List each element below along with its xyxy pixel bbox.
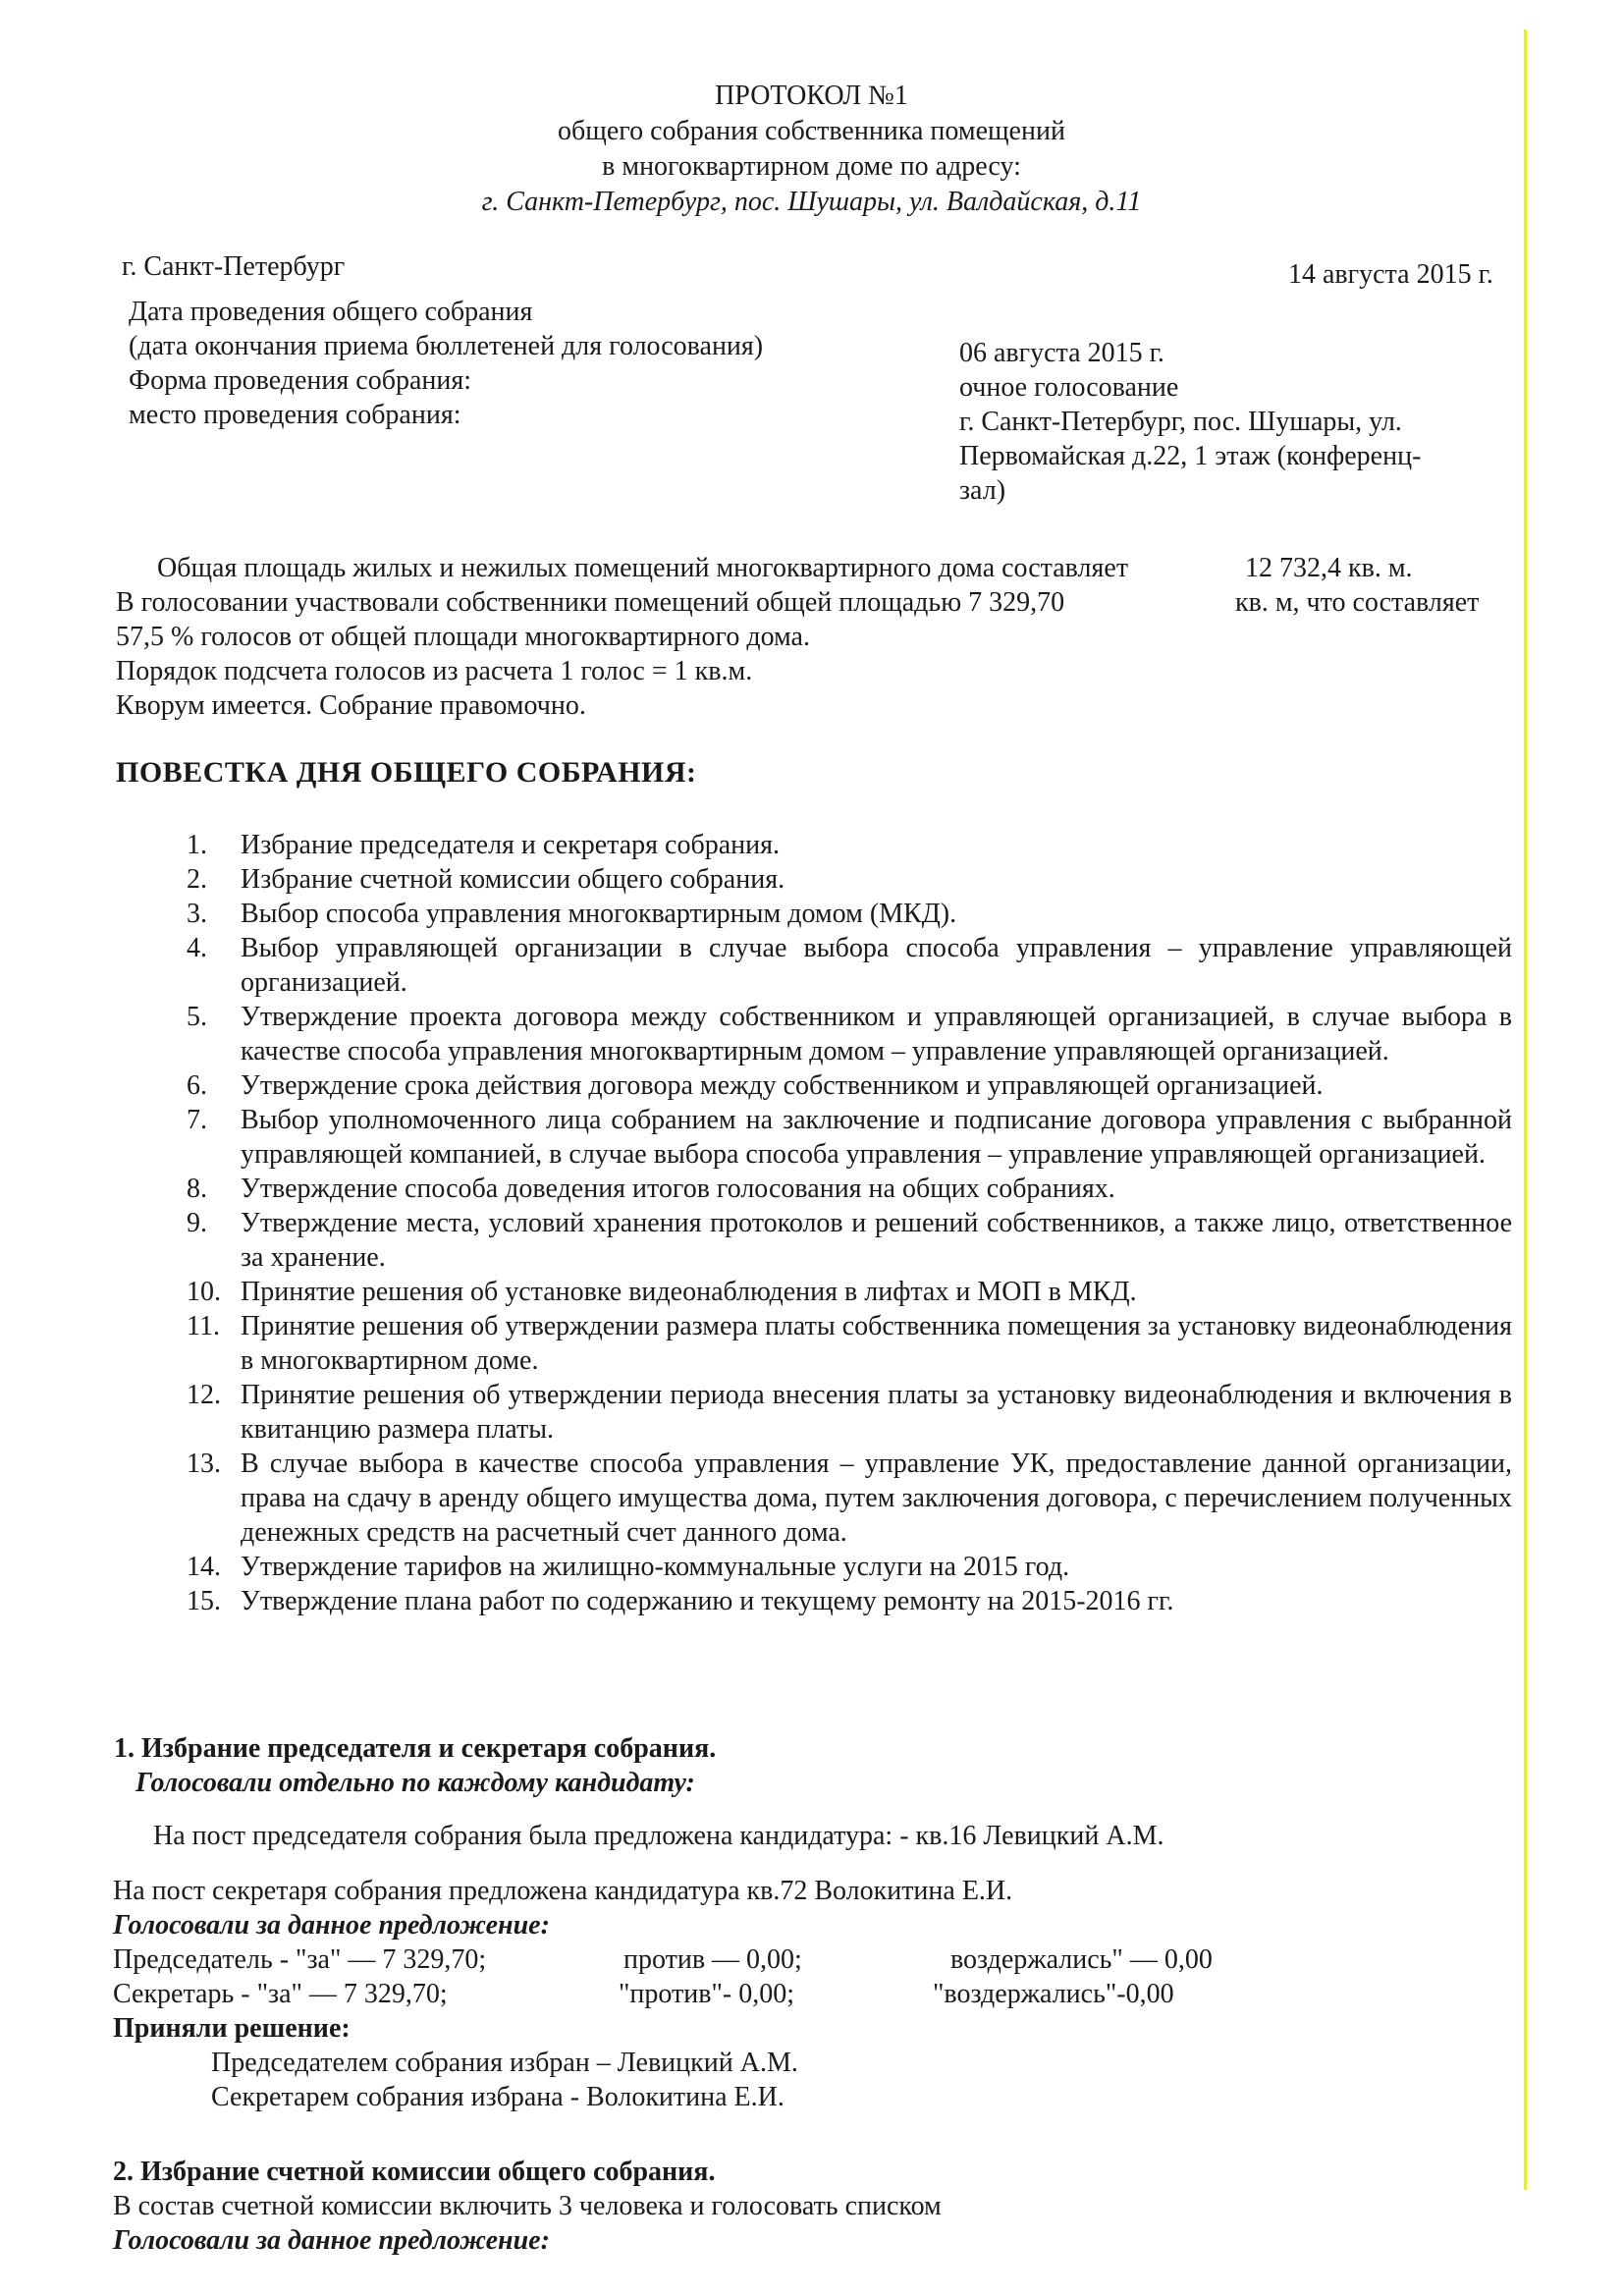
voted-tail: кв. м, что составляет: [1235, 587, 1480, 618]
meta-label-form: Форма проведения собрания:: [129, 365, 472, 396]
agenda-item-text: Выбор способа управления многоквартирным домом (МКД).: [241, 899, 957, 929]
agenda-list: [187, 828, 1512, 1618]
decision-label: Приняли решение:: [113, 2013, 351, 2044]
chair-proposal: На пост председателя собрания была предложена кандидатура: - кв.16 Левицкий А.М.: [153, 1821, 1164, 1851]
percent-line: 57,5 % голосов от общей площади многоквартирного дома.: [116, 622, 810, 652]
agenda-item: [187, 1103, 1512, 1172]
agenda-item-number: 2.: [187, 864, 207, 895]
chair-vote-abstain: воздержались" — 0,00: [950, 1944, 1213, 1975]
agenda-item-text: Принятие решения об утверждении периода внесения платы за установку видеонаблюдения и включения в квитанцию размера платы.: [241, 1380, 1512, 1445]
agenda-item: [187, 1206, 1512, 1275]
agenda-item-number: 12.: [187, 1380, 221, 1410]
protocol-subtitle-2: в многоквартирном доме по адресу:: [602, 151, 1021, 182]
meta-label-ballot-end: (дата окончания приема бюллетеней для голосования): [129, 331, 764, 361]
agenda-item-text: Выбор уполномоченного лица собранием на заключение и подписание договора управления с выбранной управляющей компанией, в случае выбора способа управления – управление управляющей организацией.: [241, 1105, 1512, 1170]
section1-subheading: Голосовали отдельно по каждому кандидату:: [135, 1768, 695, 1798]
agenda-item: [187, 862, 1512, 897]
agenda-item-text: Принятие решения об утверждении размера платы собственника помещения за установку видеонаблюдения в многоквартирном доме.: [241, 1311, 1512, 1376]
agenda-item: [187, 1275, 1512, 1309]
agenda-item: [187, 931, 1512, 1000]
agenda-item: [187, 1000, 1512, 1068]
agenda-item-number: 5.: [187, 1002, 207, 1032]
protocol-date: 14 августа 2015 г.: [1288, 259, 1493, 290]
meta-label-place: место проведения собрания:: [129, 400, 461, 430]
agenda-item: [187, 1068, 1512, 1103]
agenda-item-number: 10.: [187, 1277, 221, 1307]
agenda-item-number: 7.: [187, 1105, 207, 1135]
meta-label-meeting-date: Дата проведения общего собрания: [129, 297, 533, 327]
agenda-item-number: 13.: [187, 1449, 221, 1479]
meta-value-place-3: зал): [959, 475, 1006, 506]
meta-value-date: 06 августа 2015 г.: [959, 338, 1164, 368]
agenda-item-text: Принятие решения об установке видеонаблюдения в лифтах и МОП в МКД.: [241, 1277, 1137, 1307]
agenda-item: [187, 1378, 1512, 1447]
decision-secretary: Секретарем собрания избрана - Волокитина Е.И.: [211, 2082, 784, 2112]
count-rule: Порядок подсчета голосов из расчета 1 голос = 1 кв.м.: [116, 656, 753, 686]
quorum: Кворум имеется. Собрание правомочно.: [116, 690, 586, 721]
agenda-item-text: Утверждение места, условий хранения протоколов и решений собственников, а также лицо, ответственное за хранение.: [241, 1208, 1512, 1273]
agenda-item-text: Избрание председателя и секретаря собрания.: [241, 830, 780, 860]
agenda-item-text: Утверждение срока действия договора между собственником и управляющей организацией.: [241, 1070, 1324, 1101]
agenda-item-number: 3.: [187, 899, 207, 929]
section2-text: В состав счетной комиссии включить 3 человека и голосовать списком: [113, 2191, 942, 2221]
agenda-item: [187, 828, 1512, 862]
city: г. Санкт-Петербург: [122, 251, 346, 282]
agenda-item: [187, 1447, 1512, 1550]
agenda-item: [187, 1309, 1512, 1378]
agenda-item-text: Утверждение плана работ по содержанию и текущему ремонту на 2015-2016 гг.: [241, 1586, 1174, 1616]
building-address: г. Санкт-Петербург, пос. Шушары, ул. Валдайская, д.11: [481, 187, 1142, 217]
agenda-item-number: 9.: [187, 1208, 207, 1238]
area-value: 12 732,4 кв. м.: [1245, 553, 1413, 583]
section1-heading: 1. Избрание председателя и секретаря собрания.: [114, 1733, 717, 1764]
protocol-header: [0, 79, 1623, 220]
agenda-item: [187, 1584, 1512, 1618]
margin-highlight-line: [1524, 29, 1527, 2190]
agenda-item-text: Утверждение способа доведения итогов голосования на общих собраниях.: [241, 1174, 1115, 1204]
agenda-heading: ПОВЕСТКА ДНЯ ОБЩЕГО СОБРАНИЯ:: [116, 756, 697, 789]
agenda-item-number: 11.: [187, 1311, 220, 1341]
secretary-vote-for: Секретарь - "за" — 7 329,70;: [113, 1979, 448, 2009]
agenda-item-number: 6.: [187, 1070, 207, 1101]
agenda-item-text: Утверждение тарифов на жилищно-коммунальные услуги на 2015 год.: [241, 1552, 1070, 1582]
meta-value-form: очное голосование: [959, 372, 1179, 403]
protocol-subtitle: общего собрания собственника помещений: [558, 116, 1065, 146]
secretary-proposal: На пост секретаря собрания предложена кандидатура кв.72 Волокитина Е.И.: [113, 1876, 1013, 1906]
agenda-item: [187, 1172, 1512, 1206]
protocol-title: ПРОТОКОЛ №1: [715, 81, 908, 111]
agenda-item-number: 14.: [187, 1552, 221, 1582]
agenda-item-number: 4.: [187, 933, 207, 963]
chair-vote-for: Председатель - "за" — 7 329,70;: [113, 1944, 487, 1975]
agenda-item-text: Избрание счетной комиссии общего собрания.: [241, 864, 785, 895]
meta-value-place-1: г. Санкт-Петербург, пос. Шушары, ул.: [959, 407, 1402, 437]
agenda-item: [187, 1550, 1512, 1584]
section1-voted-label: Голосовали за данное предложение:: [113, 1910, 550, 1941]
agenda-item-text: Утверждение проекта договора между собственником и управляющей организацией, в случае выбора в качестве способа управления многоквартирным домом – управление управляющей организацией.: [241, 1002, 1512, 1066]
secretary-vote-abstain: "воздержались"-0,00: [933, 1979, 1174, 2009]
agenda-item-number: 1.: [187, 830, 207, 860]
section2-voted-label: Голосовали за данное предложение:: [113, 2225, 550, 2256]
voted-text: В голосовании участвовали собственники помещений общей площадью 7 329,70: [116, 587, 1065, 618]
agenda-item-number: 15.: [187, 1586, 221, 1616]
section2-heading: 2. Избрание счетной комиссии общего собрания.: [113, 2157, 716, 2187]
secretary-vote-against: "против"- 0,00;: [619, 1979, 795, 2009]
agenda-item-number: 8.: [187, 1174, 207, 1204]
agenda-item-text: Выбор управляющей организации в случае выбора способа управления – управление управляющей организацией.: [241, 933, 1512, 998]
meta-value-place-2: Первомайская д.22, 1 этаж (конференц-: [959, 441, 1422, 471]
agenda-item-text: В случае выбора в качестве способа управления – управление УК, предоставление данной организации, права на сдачу в аренду общего имущества дома, путем заключения договора, с перечислением полученных денежных средств на расчетный счет данного дома.: [241, 1449, 1512, 1548]
agenda-item: [187, 897, 1512, 931]
area-text: Общая площадь жилых и нежилых помещений многоквартирного дома составляет: [157, 553, 1129, 583]
chair-vote-against: против — 0,00;: [623, 1944, 802, 1975]
decision-chair: Председателем собрания избран – Левицкий А.М.: [211, 2048, 798, 2078]
